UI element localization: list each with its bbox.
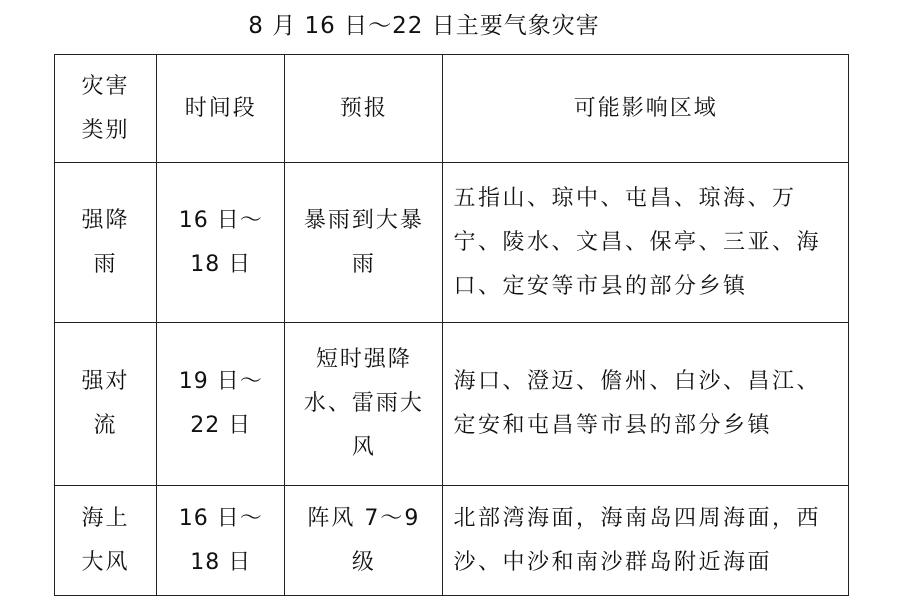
forecast-text: 阵风 7～9 级 <box>307 505 421 575</box>
forecast-text: 暴雨到大暴雨 <box>303 207 424 277</box>
header-forecast-label: 预报 <box>339 95 388 121</box>
area-text: 海口、澄迈、儋州、白沙、昌江、定安和屯昌等市县的部分乡镇 <box>453 369 821 438</box>
header-time <box>157 55 285 163</box>
area-text: 北部湾海面，海南岛四周海面，西沙、中沙和南沙群岛附近海面 <box>453 505 821 575</box>
cell-time <box>157 323 285 486</box>
cell-type <box>55 486 157 596</box>
forecast-text: 短时强降水、雷雨大风 <box>303 347 424 460</box>
cell-area <box>443 163 849 323</box>
cell-time <box>157 486 285 596</box>
table-row <box>55 323 849 486</box>
type-text: 强对流 <box>81 369 130 438</box>
time-text: 16 日～18 日 <box>178 207 263 277</box>
table-row <box>55 163 849 323</box>
cell-type <box>55 163 157 323</box>
cell-time <box>157 163 285 323</box>
table-header-row <box>55 55 849 163</box>
cell-forecast <box>285 323 443 486</box>
cell-type <box>55 323 157 486</box>
cell-forecast <box>285 163 443 323</box>
type-text: 海上大风 <box>81 505 130 575</box>
type-text: 强降雨 <box>81 207 130 277</box>
cell-area <box>443 486 849 596</box>
page-title: 8 月 16 日～22 日主要气象灾害 <box>248 13 600 39</box>
time-text: 16 日～18 日 <box>178 505 263 575</box>
header-area-label: 可能影响区域 <box>573 95 718 121</box>
time-text: 19 日～22 日 <box>178 369 263 438</box>
header-type <box>55 55 157 163</box>
header-type-label: 灾害类别 <box>81 73 130 143</box>
header-area <box>443 55 849 163</box>
cell-area <box>443 323 849 486</box>
area-text: 五指山、琼中、屯昌、琼海、万宁、陵水、文昌、保亭、三亚、海口、定安等市县的部分乡镇 <box>453 185 821 299</box>
header-forecast <box>285 55 443 163</box>
hazard-table <box>54 54 849 596</box>
cell-forecast <box>285 486 443 596</box>
header-time-label: 时间段 <box>184 95 257 121</box>
table-row <box>55 486 849 596</box>
